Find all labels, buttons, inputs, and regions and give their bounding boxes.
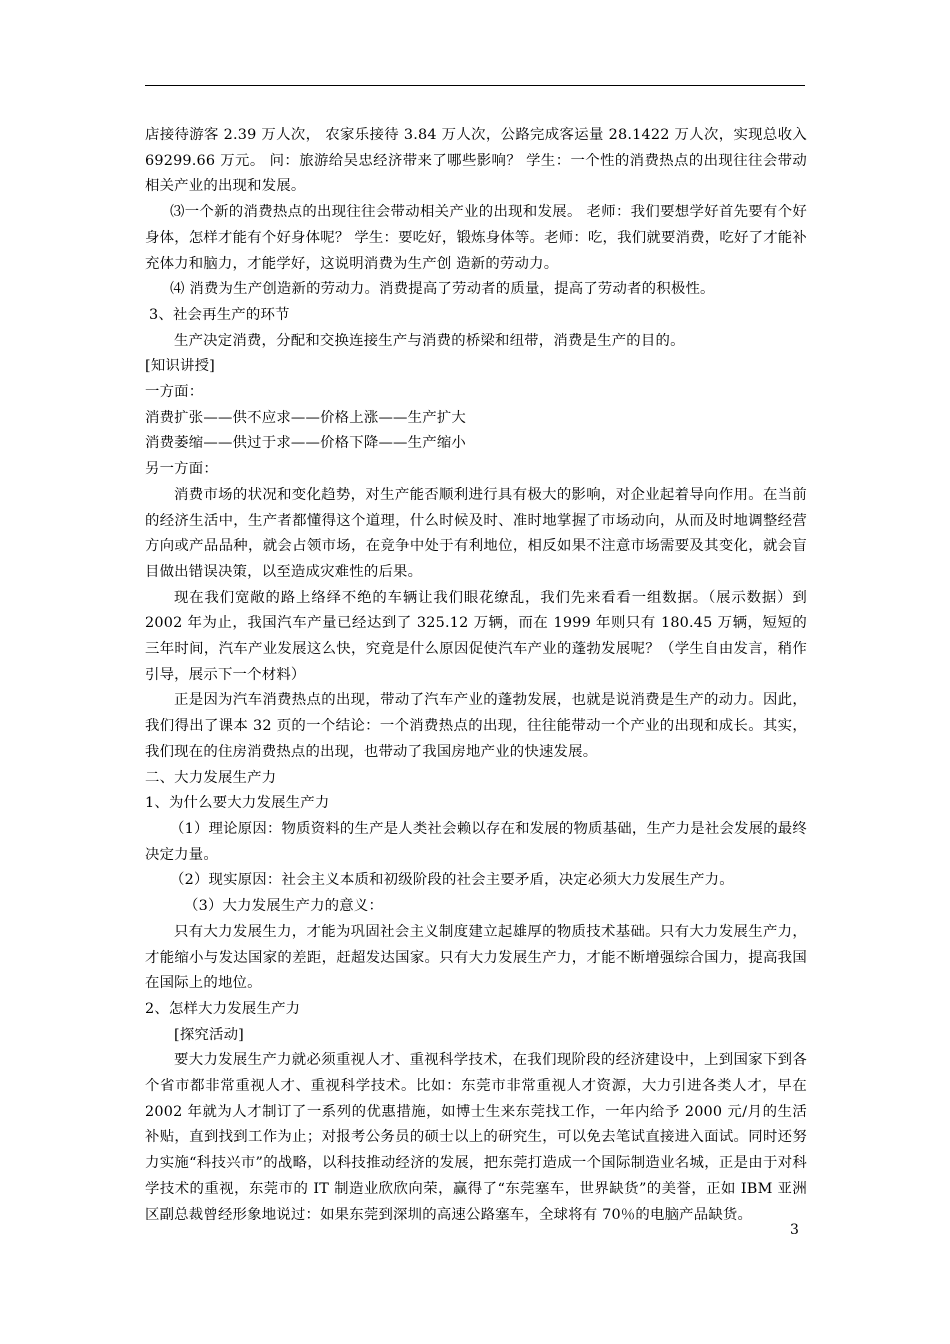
chain-contraction: 消费萎缩——供过于求——价格下降——生产缩小 <box>145 435 466 452</box>
paragraph-reality-reason: （2）现实原因：社会主义本质和初级阶段的社会主要矛盾，决定必须大力发展生产力。 <box>170 872 734 889</box>
paragraph-tourism-data: 店接待游客 2.39 万人次， 农家乐接待 3.84 万人次，公路完成客运量 28.1422 万人次，实现总收入 69299.66 万元。 问：旅游给吴忠经济带来了哪些影响？ 学生：一个性的消费热点的出现往往会带动相关产业的出现和发展。 <box>145 127 807 195</box>
chain-expansion: 消费扩张——供不应求——价格上涨——生产扩大 <box>145 409 466 426</box>
paragraph-point-4: ⑷ 消费为生产创造新的劳动力。消费提高了劳动者的质量，提高了劳动者的积极性。 <box>170 281 715 298</box>
paragraph-point-3: ⑶一个新的消费热点的出现往往会带动相关产业的出现和发展。 老师：我们要想学好首先要有个好身体，怎样才能有个好身体呢？ 学生：要吃好，锻炼身体等。老师：吃，我们就要消费，吃好了才能补充体力和脑力，才能学好，这说明消费为生产创 造新的劳动力。 <box>145 204 807 272</box>
paragraph-significance: 只有大力发展生力，才能为巩固社会主义制度建立起雄厚的物质技术基础。只有大力发展生产力，才能缩小与发达国家的差距，赶超发达国家。只有大力发展生产力，才能不断增强综合国力，提高我国在国际上的地位。 <box>145 923 807 992</box>
paragraph-reproduction: 生产决定消费，分配和交换连接生产与消费的桥梁和纽带，消费是生产的目的。 <box>174 332 685 349</box>
header-rule <box>145 85 805 86</box>
section-heading-3: 3、社会再生产的环节 <box>149 306 290 323</box>
section-heading-2: 二、大力发展生产力 <box>145 769 277 786</box>
label-inquiry-activity: [探究活动] <box>174 1026 244 1043</box>
label-knowledge-teaching: [知识讲授] <box>145 358 215 375</box>
paragraph-car-data: 现在我们宽敞的路上络绎不绝的车辆让我们眼花缭乱，我们先来看看一组数据。（展示数据）到 2002 年为止，我国汽车产量已经达到了 325.12 万辆，而在 1999 年则只有 180.45 万辆，短短的三年时间，汽车产业发展这么快，究竟是什么原因促使汽车产业的蓬勃发展呢？（学生自由发言，稍作引导，展示下一个材料） <box>145 589 807 683</box>
paragraph-theory-reason: （1）理论原因：物质资料的生产是人类社会赖以存在和发展的物质基础，生产力是社会发展的最终决定力量。 <box>145 820 807 863</box>
subheading-why-develop: 1、为什么要大力发展生产力 <box>145 795 330 812</box>
label-on-other-hand: 另一方面： <box>145 461 218 478</box>
page-number: 3 <box>790 1222 799 1238</box>
label-on-one-hand: 一方面： <box>145 384 204 401</box>
paragraph-car-conclusion: 正是因为汽车消费热点的出现，带动了汽车产业的蓬勃发展，也就是说消费是生产的动力。因此，我们得出了课本 32 页的一个结论：一个消费热点的出现，往往能带动一个产业的出现和成长。其实，我们现在的住房消费热点的出现，也带动了我国房地产业的快速发展。 <box>145 692 807 760</box>
subheading-how-develop: 2、怎样大力发展生产力 <box>145 1000 301 1017</box>
paragraph-dongguan: 要大力发展生产力就必须重视人才、重视科学技术，在我们现阶段的经济建设中，上到国家下到各个省市都非常重视人才、重视科学技术。比如：东莞市非常重视人才资源，大力引进各类人才，早在 2002 年就为人才制订了一系列的优惠措施，如博士生来东莞找工作，一年内给予 2000 元/月的生活补贴，直到找到工作为止；对报考公务员的硕士以上的研究生，可以免去笔试直接进入面试。同时还努力实施“科技兴市”的战略，以科技推动经济的发展，把东莞打造成一个国际制造业名城，正是由于对科学技术的重视，东莞市的 IT 制造业欣欣向荣，赢得了“东莞塞车，世界缺货”的美誉，正如 IBM 亚洲区副总裁曾经形象地说过：如果东莞到深圳的高速公路塞车，全球将有 70％的电脑产品缺货。 <box>145 1052 807 1223</box>
paragraph-market-guidance: 消费市场的状况和变化趋势，对生产能否顺利进行具有极大的影响，对企业起着导向作用。在当前的经济生活中，生产者都懂得这个道理，什么时候及时、准时地掌握了市场动向，从而及时地调整经营方向或产品品种，就会占领市场，在竞争中处于有利地位，相反如果不注意市场需要及其变化，就会盲目做出错误决策，以至造成灾难性的后果。 <box>145 486 807 580</box>
paragraph-significance-label: （3）大力发展生产力的意义： <box>184 898 384 915</box>
document-body <box>145 123 807 1228</box>
